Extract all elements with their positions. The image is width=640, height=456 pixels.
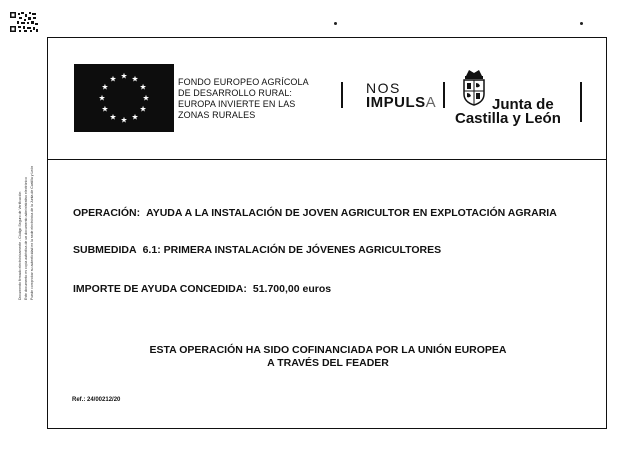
- junta-logo-line1: Junta de: [492, 96, 554, 113]
- importe-label: IMPORTE DE AYUDA CONCEDIDA:: [73, 283, 247, 295]
- nos-impulsa-logo: [366, 94, 436, 111]
- cofinancing-line: ESTA OPERACIÓN HA SIDO COFINANCIADA POR LA UNIÓN EUROPEA: [149, 344, 507, 356]
- side-stamp-line: Documento firmado electrónicamente - Código Seguro de Verificación: [18, 191, 22, 300]
- feader-slogan-line: EUROPA INVIERTE EN LAS: [178, 99, 296, 109]
- operacion-value: AYUDA A LA INSTALACIÓN DE JOVEN AGRICULTOR EN EXPLOTACIÓN AGRARIA: [146, 207, 557, 219]
- submedida-line: [73, 244, 441, 256]
- qr-code-icon: [10, 12, 38, 32]
- feader-slogan-line: ZONAS RURALES: [178, 110, 256, 120]
- side-stamp-line: Este documento es copia auténtica de un documento administrativo electrónico: [24, 177, 28, 300]
- scan-mark: [580, 22, 583, 25]
- side-stamp-line: Puede comprobar su autenticidad en la sede electrónica de la Junta de Castilla y León: [30, 165, 34, 300]
- document-frame: [47, 37, 607, 429]
- impulsa-text-end: A: [425, 94, 437, 111]
- feader-slogan: [178, 77, 328, 121]
- impulsa-text: IMPULS: [366, 94, 426, 111]
- side-verification-stamp: [14, 50, 38, 300]
- castilla-leon-crest-icon: [460, 68, 488, 106]
- operacion-label: OPERACIÓN:: [73, 207, 141, 219]
- operacion-line: [73, 207, 557, 219]
- feader-slogan-line: DE DESARROLLO RURAL:: [178, 88, 293, 98]
- feader-slogan-line: FONDO EUROPEO AGRÍCOLA: [178, 77, 309, 87]
- cofinancing-line: A TRAVÉS DEL FEADER: [267, 357, 389, 369]
- logo-header: [48, 38, 606, 160]
- divider: [580, 82, 582, 122]
- eu-flag-icon: [74, 64, 174, 132]
- importe-value: 51.700,00 euros: [252, 283, 332, 295]
- scan-mark: [334, 22, 337, 25]
- divider: [341, 82, 343, 108]
- divider: [443, 82, 445, 108]
- cofinancing-statement: [48, 344, 608, 370]
- submedida-value: 6.1: PRIMERA INSTALACIÓN DE JÓVENES AGRICULTORES: [142, 244, 442, 256]
- nos-impulsa-logo-top: NOS: [366, 80, 401, 96]
- junta-logo-line2: Castilla y León: [455, 110, 561, 127]
- importe-line: [73, 283, 331, 295]
- reference-number: Ref.: 24/00212/20: [72, 397, 121, 403]
- submedida-label: SUBMEDIDA: [73, 244, 137, 256]
